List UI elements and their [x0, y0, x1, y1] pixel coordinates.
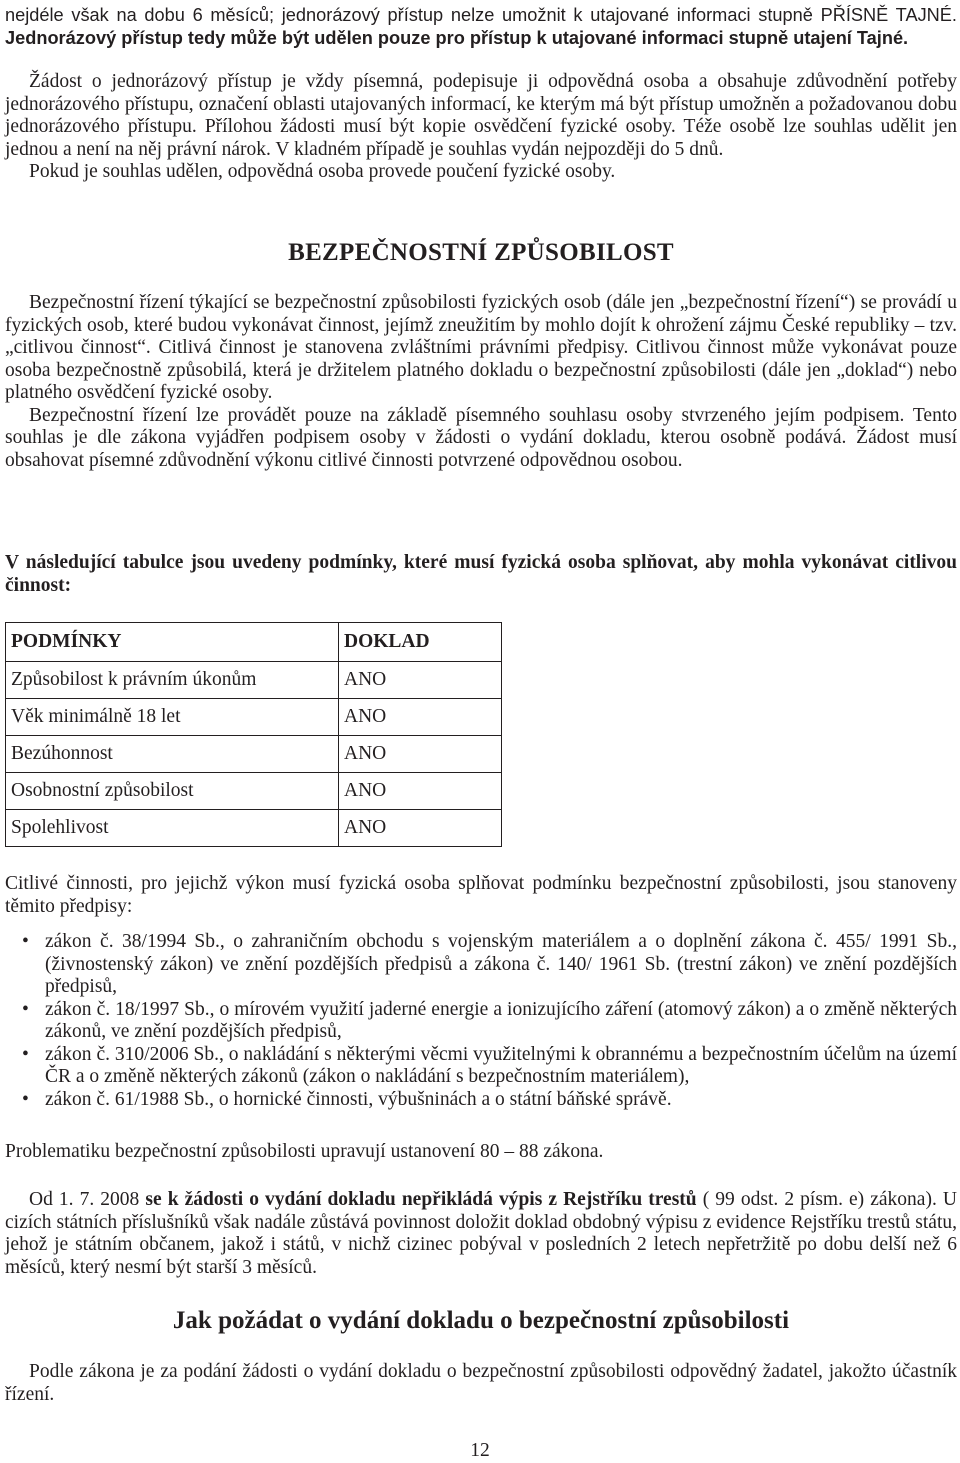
table-cell-condition: Věk minimálně 18 let	[6, 699, 339, 736]
table-header-conditions: PODMÍNKY	[6, 623, 339, 662]
rejstrik-rest: ( 99 odst. 2 písm. e) zákona). U cizích státních příslušníků však nadále zůstává povinnost doložit doklad obdobný výpisu z evidence Rejstříku trestů státu, jehož je státním občanem, jakož i států, v nichž cizinec pobýval v posledních 2 letech nepřetržitě po dobu delší než 6 měsíců, který nesmí být starší 3 měsíců.	[5, 1189, 957, 1278]
rejstrik-paragraph	[5, 1189, 957, 1279]
table-cell-condition: Bezúhonnost	[6, 736, 339, 773]
table-row	[6, 810, 502, 847]
table-cell-value: ANO	[339, 773, 502, 810]
rejstrik-date: Od 1. 7. 2008	[29, 1189, 140, 1210]
table-cell-value: ANO	[339, 736, 502, 773]
intro-line1-bold: Jednorázový přístup tedy může být udělen pouze pro přístup k utajované informaci stupně utajení Tajné.	[5, 27, 909, 48]
request-block	[5, 71, 957, 184]
table-intro: V následující tabulce jsou uvedeny podmínky, které musí fyzická osoba splňovat, aby mohla vykonávat citlivou činnost:	[5, 552, 957, 596]
list-item	[5, 999, 957, 1044]
section-paragraph-1: Bezpečnostní řízení týkající se bezpečnostní způsobilosti fyzických osob (dále jen „bezpečnostní řízení“) se provádí u fyzických osob, které budou vykonávat činnost, jejímž zneužitím by mohlo dojít k ohrožení zájmu České republiky – tzv. „citlivou činnost“. Citlivá činnost je stanovena zvláštními právními předpisy. Citlivou činnost může vykonávat pouze osoba bezpečnostně způsobilá, která je držitelem platného dokladu o bezpečnostní způsobilosti (dále jen „doklad“) nebo platného osvědčení fyzické osoby.	[5, 292, 957, 403]
problematika-paragraph: Problematiku bezpečnostní způsobilosti upravují ustanovení 80 – 88 zákona.	[5, 1141, 604, 1162]
laws-list	[5, 931, 957, 1111]
section-title: BEZPEČNOSTNÍ ZPŮSOBILOST	[288, 239, 674, 266]
intro-paragraph-1	[5, 4, 957, 49]
list-item	[5, 1044, 957, 1089]
table-cell-value: ANO	[339, 810, 502, 847]
list-item	[5, 1089, 957, 1112]
page-number: 12	[470, 1440, 490, 1461]
rejstrik-bold: se k žádosti o vydání dokladu nepřikládá výpis z Rejstříku trestů	[145, 1189, 697, 1210]
table-cell-condition: Způsobilost k právním úkonům	[6, 662, 339, 699]
law-text: zákon č. 61/1988 Sb., o hornické činnosti, výbušninách a o státní báňské správě.	[45, 1088, 672, 1110]
table-cell-value: ANO	[339, 662, 502, 699]
bullet-icon: •	[22, 1088, 29, 1110]
table-row	[6, 773, 502, 810]
bullet-icon: •	[22, 931, 29, 952]
laws-intro: Citlivé činnosti, pro jejichž výkon musí fyzická osoba splňovat podmínku bezpečnostní způsobilosti, jsou stanoveny těmito předpisy:	[5, 873, 957, 917]
table-row	[6, 736, 502, 773]
table-header-row	[6, 623, 502, 662]
intro-paragraph-3: Pokud je souhlas udělen, odpovědná osoba provede poučení fyzické osoby.	[29, 161, 616, 182]
intro-block	[5, 4, 957, 49]
table-cell-condition: Osobnostní způsobilost	[6, 773, 339, 810]
final-paragraph: Podle zákona je za podání žádosti o vydání dokladu o bezpečnostní způsobilosti odpovědný žadatel, jakožto účastník řízení.	[5, 1361, 957, 1405]
bullet-icon: •	[22, 998, 29, 1020]
table-cell-condition: Spolehlivost	[6, 810, 339, 847]
list-item	[5, 931, 957, 999]
section-paragraph-2: Bezpečnostní řízení lze provádět pouze na základě písemného souhlasu osoby stvrzeného jejím podpisem. Tento souhlas je dle zákona vyjádřen podpisem osoby v žádosti o vydání dokladu, kterou osobně podává. Žádost musí obsahovat písemné zdůvodnění výkonu citlivé činnosti potvrzené odpovědnou osobou.	[5, 404, 957, 471]
section-body	[5, 292, 957, 472]
intro-line1: nejdéle však na dobu 6 měsíců; jednorázový přístup nelze umožnit k utajované informaci stupně PŘÍSNĚ TAJNÉ.	[5, 5, 957, 25]
intro-paragraph-2: Žádost o jednorázový přístup je vždy písemná, podepisuje ji odpovědná osoba a obsahuje zdůvodnění potřeby jednorázového přístupu, označení oblasti utajovaných informací, ke kterým má být přístup umožněn a požadovanou dobu jednorázového přístupu. Přílohou žádosti musí být kopie osvědčení fyzické osoby. Téže osobě lze souhlas udělit jen jednou a není na něj právní nárok. V kladném případě je souhlas vydán nejpozději do 5 dnů.	[5, 71, 957, 160]
table-header-document: DOKLAD	[339, 623, 502, 662]
table-row	[6, 662, 502, 699]
subheading: Jak požádat o vydání dokladu o bezpečnostní způsobilosti	[172, 1307, 790, 1334]
table-row	[6, 699, 502, 736]
law-text: zákon č. 18/1997 Sb., o mírovém využití jaderné energie a ionizujícího záření (atomový zákon) a o změně některých zákonů, ve znění pozdějších předpisů,	[45, 998, 957, 1042]
conditions-table	[5, 622, 502, 847]
table-cell-value: ANO	[339, 699, 502, 736]
law-text: zákon č. 38/1994 Sb., o zahraničním obchodu s vojenským materiálem a o doplnění zákona č. 455/ 1991 Sb., (živnostenský zákon) ve znění pozdějších předpisů a zákona č. 140/ 1961 Sb. (trestní zákon) ve znění pozdějších předpisů,	[45, 931, 957, 997]
law-text: zákon č. 310/2006 Sb., o nakládání s některými věcmi využitelnými k obrannému a bezpečnostním účelům na území ČR a o změně některých zákonů (zákon o nakládání s bezpečnostním materiálem),	[45, 1043, 957, 1087]
bullet-icon: •	[22, 1043, 29, 1065]
